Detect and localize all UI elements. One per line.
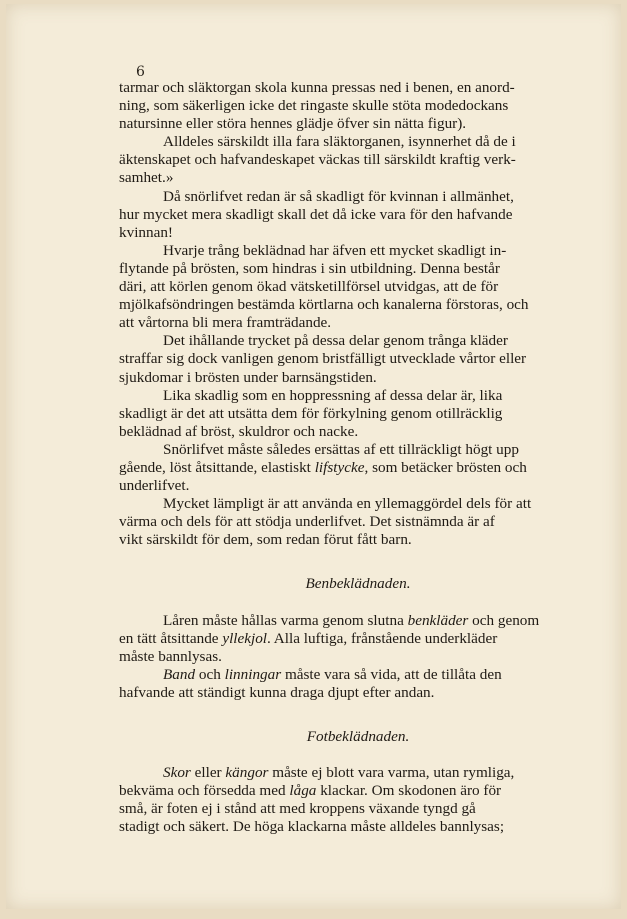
emphasized-term: låga <box>289 782 317 800</box>
text-line: att vårtorna bli mera framträdande. <box>119 314 332 332</box>
emphasized-term: Band <box>163 665 196 683</box>
text-line: måste bannlysas. <box>119 647 222 665</box>
text-line <box>119 630 597 648</box>
text-line: Då snörlifvet redan är så skadligt för kvinnan i allmänhet, <box>163 187 514 205</box>
text-line: Hvarje trång beklädnad har äfven ett mycket skadligt in- <box>163 241 507 259</box>
text-run: och genom <box>468 611 540 629</box>
emphasized-term: linningar <box>224 665 282 683</box>
text-run: måste ej blott vara varma, utan rymliga, <box>268 764 515 782</box>
section-heading-fotbekladnaden: Fotbeklädnaden. <box>306 728 410 745</box>
text-run: eller <box>190 764 226 782</box>
page-number: 6 <box>136 64 145 80</box>
section-heading-benbekladnaden: Benbeklädnaden. <box>305 575 411 593</box>
text-line: däri, att körlen genom ökad vätsketillförsel utvidgas, att de för <box>119 278 499 296</box>
text-run: en tätt åtsittande <box>119 629 223 647</box>
text-line: flytande på brösten, som hindras i sin utbildning. Denna består <box>119 259 500 277</box>
text-line: stadigt och säkert. De höga klackarna måste alldeles bannlysas; <box>119 818 505 836</box>
text-run: klackar. Om skodonen äro för <box>316 782 502 800</box>
text-run: . Alla luftiga, frånstående underkläder <box>267 629 498 647</box>
text-line: Lika skadlig som en hoppressning af dessa delar är, lika <box>163 386 503 404</box>
text-line: värma och dels för att stödja underlifvet. Det sistnämnda är af <box>119 513 495 531</box>
text-line <box>119 612 597 630</box>
text-line: äktenskapet och hafvandeskapet väckas till särskildt kraftig verk- <box>119 151 516 169</box>
text-run: måste vara så vida, att de tillåta den <box>281 665 502 683</box>
emphasized-term: benkläder <box>407 611 469 629</box>
text-line: Mycket lämpligt är att använda en yllemaggördel dels för att <box>163 495 532 513</box>
text-line: hur mycket mera skadligt skall det då icke vara för den hafvande <box>119 205 513 223</box>
emphasized-term: kängor <box>225 764 269 782</box>
emphasized-term: yllekjol <box>222 629 268 647</box>
text-run: bekväma och försedda med <box>119 782 290 800</box>
text-line: samhet.» <box>119 169 174 187</box>
text-line: tarmar och släktorgan skola kunna pressas ned i benen, en anord- <box>119 79 515 96</box>
text-run: Låren måste hållas varma genom slutna <box>163 611 408 629</box>
emphasized-term: lifstycke <box>314 458 365 476</box>
text-line: natursinne eller störa hennes glädje öfver sin nätta figur). <box>119 115 467 133</box>
text-line: mjölkafsöndringen bestämda körtlarna och kanalerna förstoras, och <box>119 296 529 314</box>
page-text <box>119 79 597 836</box>
text-line: ning, som säkerligen icke det ringaste skulle stöta modedockans <box>119 97 509 115</box>
text-line <box>119 764 597 782</box>
text-run: gående, löst åtsittande, elastiskt <box>119 458 315 476</box>
text-line: beklädnad af bröst, skuldror och nacke. <box>119 422 359 440</box>
text-line <box>119 459 597 477</box>
text-run: , som betäcker brösten och <box>364 458 527 476</box>
text-line: Snörlifvet måste således ersättas af ett tillräckligt högt upp <box>163 440 519 458</box>
text-line <box>119 782 597 800</box>
text-line: Alldeles särskildt illa fara släktorganen, isynnerhet då de i <box>163 133 516 151</box>
text-line: vikt särskildt för dem, som redan förut fått barn. <box>119 531 412 549</box>
emphasized-term: Skor <box>163 764 191 782</box>
text-line: Det ihållande trycket på dessa delar genom trånga kläder <box>163 332 508 350</box>
text-run: och <box>195 665 225 683</box>
text-line: skadligt är det att utsätta dem för förkylning genom otillräcklig <box>119 404 503 422</box>
text-line: små, är foten ej i stånd att med kroppens växande tyngd gå <box>119 800 476 818</box>
text-line <box>119 666 597 684</box>
book-page <box>6 4 621 909</box>
text-line: kvinnan! <box>119 223 173 241</box>
text-line: hafvande att ständigt kunna draga djupt efter andan. <box>119 683 435 701</box>
text-line: straffar sig dock vanligen genom bristfälligt utvecklade vårtor eller <box>119 350 527 368</box>
text-line: sjukdomar i brösten under barnsängstiden. <box>119 368 377 386</box>
text-line: underlifvet. <box>119 477 190 495</box>
